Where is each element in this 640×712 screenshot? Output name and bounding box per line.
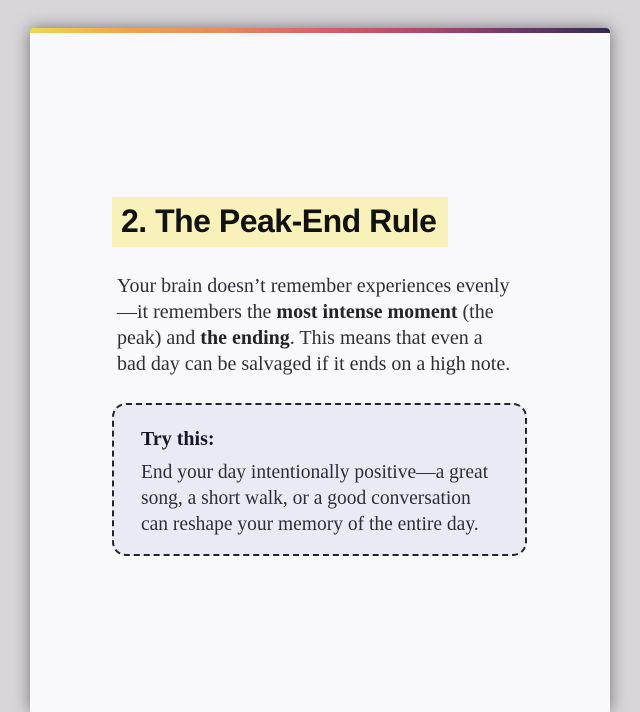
tip-line-1: End your day intentionally positive—a great	[141, 462, 489, 483]
page-title: 2. The Peak-End Rule	[112, 197, 448, 247]
tip-box-paragraph	[141, 460, 501, 538]
tip-box-heading: Try this:	[141, 428, 215, 450]
slide-content	[30, 33, 610, 556]
tip-line-2: song, a short walk, or a good conversation	[141, 488, 471, 509]
intro-paragraph	[117, 273, 532, 377]
intro-bold-peak-phrase: most intense moment	[276, 301, 458, 323]
slide-card	[30, 28, 610, 712]
intro-line-3-pre: peak) and	[117, 327, 201, 349]
intro-bold-ending-phrase: the ending	[200, 327, 290, 349]
intro-line-1: Your brain doesn’t remember experiences evenly	[117, 275, 510, 297]
tip-box	[112, 403, 527, 556]
intro-line-3-post: . This means that even a	[289, 327, 483, 349]
intro-line-2-post: (the	[457, 301, 494, 323]
tip-line-3: can reshape your memory of the entire day.	[141, 514, 479, 535]
intro-line-2-pre: —it remembers the	[117, 301, 277, 323]
intro-line-4: bad day can be salvaged if it ends on a high note.	[117, 353, 511, 375]
